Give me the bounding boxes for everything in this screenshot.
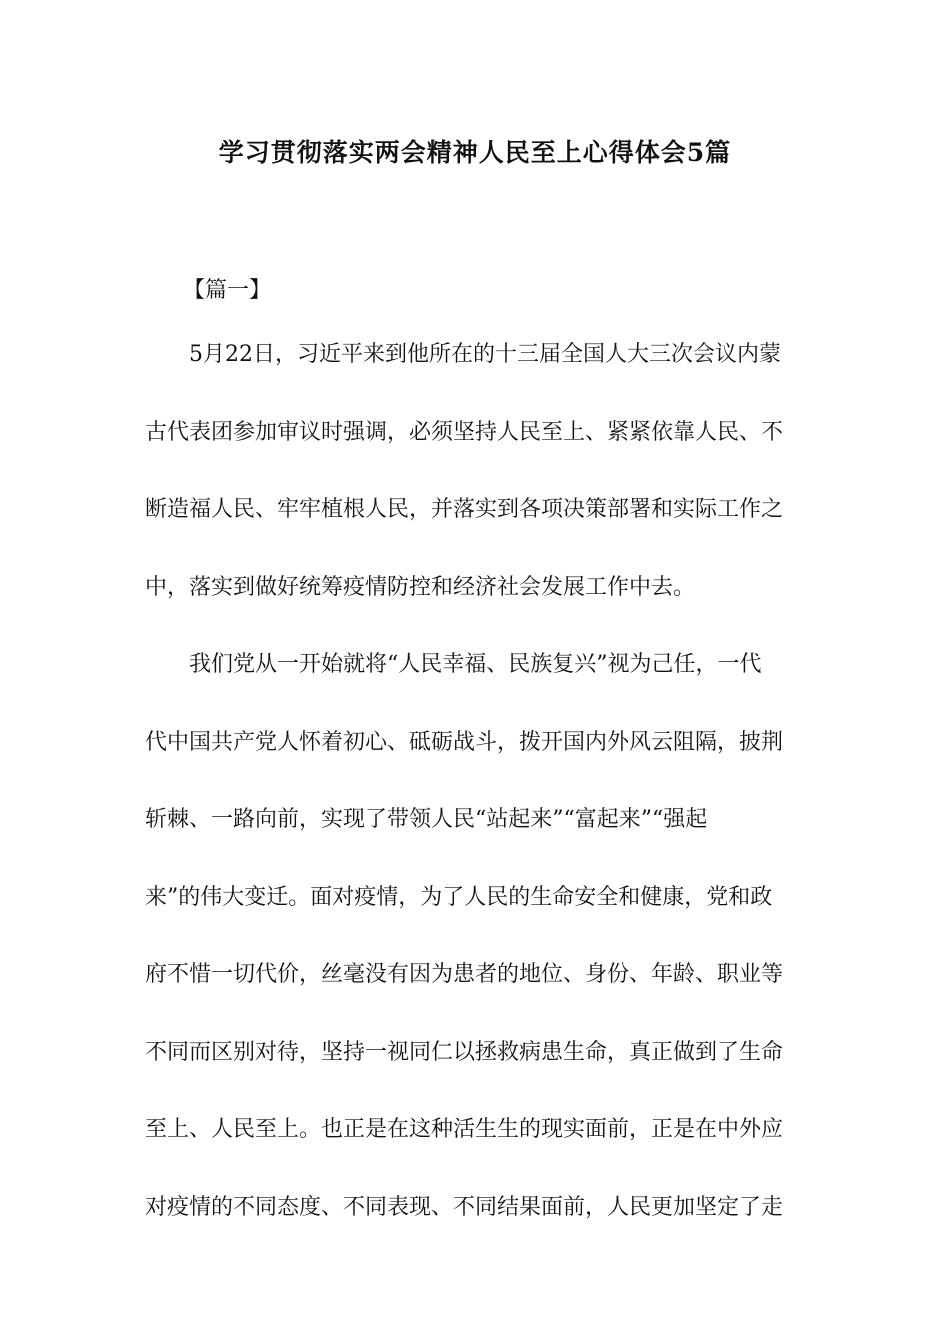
page-title: 学习贯彻落实两会精神人民至上心得体会5篇 [218,138,732,167]
body-line: 古代表团参加审议时强调，必须坚持人民至上、紧紧依靠人民、不 [145,420,784,445]
body-line: 来”的伟大变迁。面对疫情，为了人民的生命安全和健康，党和政 [145,885,773,910]
body-line: 不同而区别对待，坚持一视同仁以拯救病患生命，真正做到了生命 [145,1040,784,1065]
body-line: 断造福人民、牢牢植根人民，并落实到各项决策部署和实际工作之 [145,497,784,522]
body-line: 府不惜一切代价，丝毫没有因为患者的地位、身份、年龄、职业等 [145,962,784,987]
body-line: 代中国共产党人怀着初心、砥砺战斗，拨开国内外风云阻隔，披荆 [145,730,784,755]
body-line: 5月22日，习近平来到他所在的十三届全国人大三次会议内蒙 [145,342,781,367]
body-line: 中，落实到做好统筹疫情防控和经济社会发展工作中去。 [145,575,696,600]
section-label: 【篇一】 [183,278,272,303]
body-line: 至上、人民至上。也正是在这种活生生的现实面前，正是在中外应 [145,1117,784,1142]
body-line: 斩棘、一路向前，实现了带领人民“站起来”“富起来”“强起 [145,807,708,832]
body-line: 对疫情的不同态度、不同表现、不同结果面前，人民更加坚定了走 [145,1195,784,1220]
body-line: 我们党从一开始就将“人民幸福、民族复兴”视为己任，一代 [145,652,762,677]
